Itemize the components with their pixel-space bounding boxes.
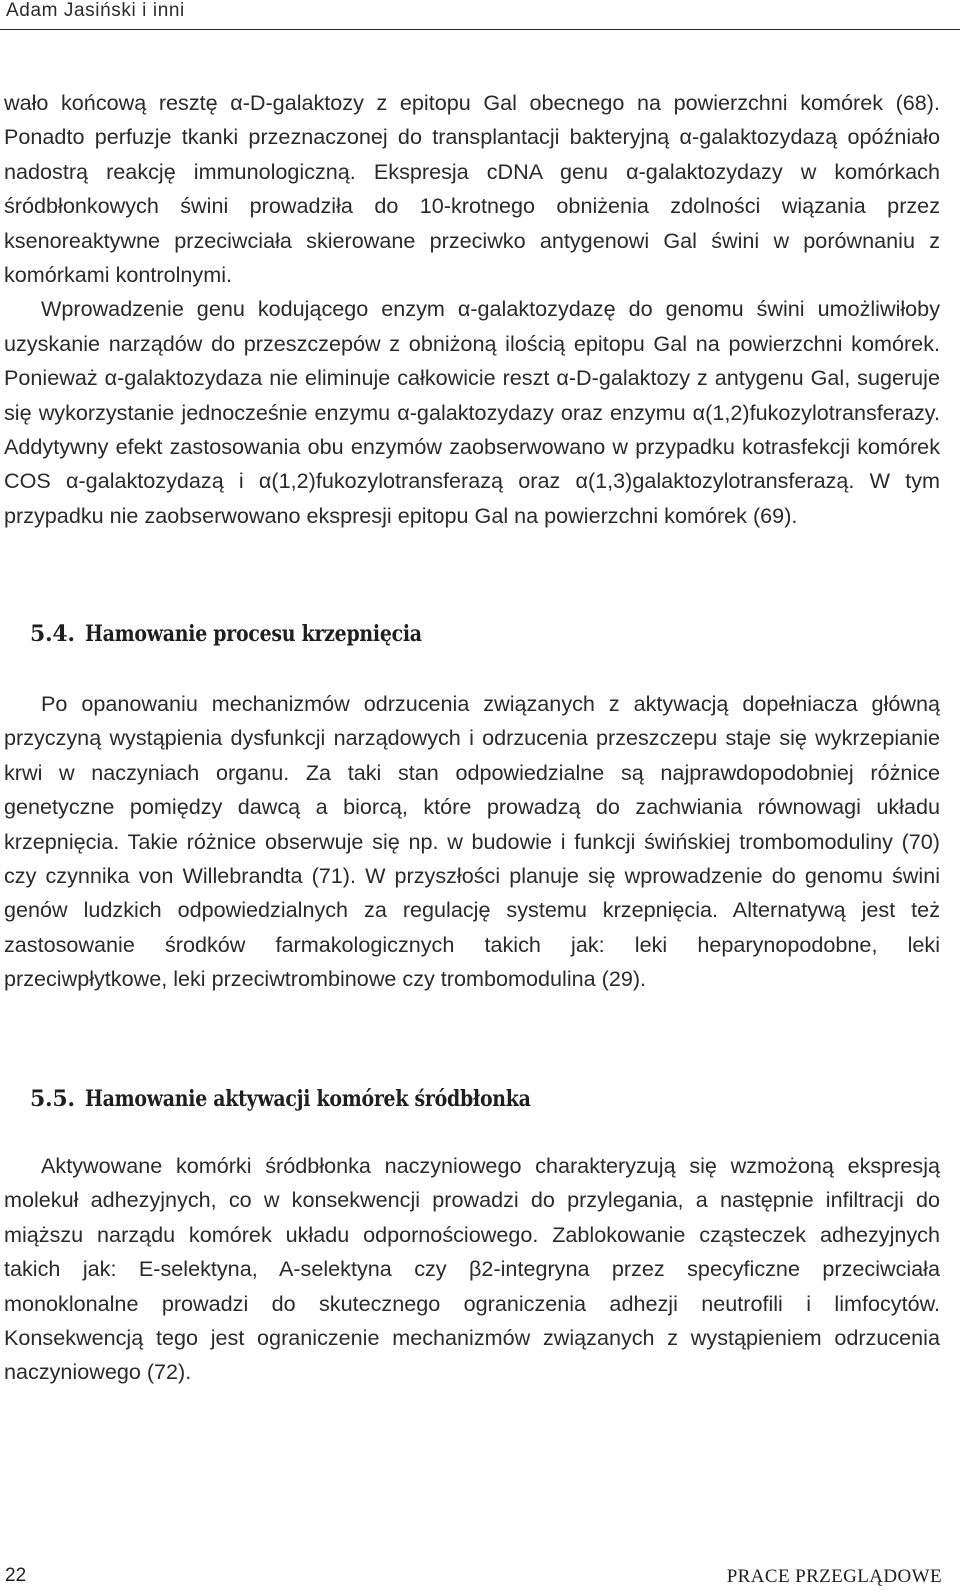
- section-heading-5-5: [30, 1086, 603, 1112]
- running-head-authors: Adam Jasiński i inni: [6, 0, 185, 21]
- section-title: Hamowanie procesu krzepnięcia: [84, 621, 422, 647]
- section-number: 5.4.: [30, 621, 75, 647]
- header-rule: [0, 29, 960, 30]
- paragraph: Wprowadzenie genu kodującego enzym α-galaktozydazę do genomu świni umożliwiłoby uzyskanie narządów do przeszczepów z obniżoną ilością epitopu Gal na powierzchni komórek. Ponieważ α-galaktozydaza nie eliminuje całkowicie reszt α-D-galaktozy z antygenu Gal, sugeruje się wykorzystanie jednocześnie enzymu α-galaktozydazy oraz enzymu α(1,2)fukozylotransferazy. Addytywny efekt zastosowania obu enzymów zaobserwowano w przypadku kotrasfekcji komórek COS α-galaktozydazą i α(1,2)fukozylotransferazą oraz α(1,3)galaktozylotransferazą. W tym przypadku nie zaobserwowano ekspresji epitopu Gal na powierzchni komórek (69).: [4, 296, 940, 528]
- section-heading-5-4: [30, 621, 476, 647]
- section-title: Hamowanie aktywacji komórek śródbłonka: [84, 1086, 531, 1112]
- section-number: 5.5.: [30, 1086, 75, 1112]
- paragraph: Aktywowane komórki śródbłonka naczyniowego charakteryzują się wzmożoną ekspresją molekuł adhezyjnych, co w konsekwencji prowadzi do przylegania, a następnie infiltracji do miąższu narządu komórek układu odpornościowego. Zablokowanie cząsteczek adhezyjnych takich jak: E-selektyna, A-selektyna czy β2-integryna przez specyficzne przeciwciała monoklonalne prowadzi do skutecznego ograniczenia adhezji neutrofili i limfocytów. Konsekwencją tego jest ograniczenie mechanizmów związanych z wystąpieniem odrzucenia naczyniowego (72).: [4, 1153, 940, 1385]
- section-continuation: [4, 86, 940, 533]
- page-number: 22: [5, 1565, 27, 1586]
- journal-section-label: PRACE PRZEGLĄDOWE: [726, 1566, 942, 1587]
- paragraph: wało końcową resztę α-D-galaktozy z epitopu Gal obecnego na powierzchni komórek (68). Ponadto perfuzje tkanki przeznaczonej do transplantacji bakteryjną α-galaktozydazą opóźniało nadostrą reakcję immunologiczną. Ekspresja cDNA genu α-galaktozydazy w komórkach śródbłonkowych świni prowadziła do 10-krotnego obniżenia zdolności wiązania przez ksenoreaktywne przeciwciała skierowane przeciwko antygenowi Gal świni w porównaniu z komórkami kontrolnymi.: [4, 90, 940, 288]
- section-5-4-body: [4, 687, 940, 997]
- paragraph: Po opanowaniu mechanizmów odrzucenia związanych z aktywacją dopełniacza główną przyczyną wystąpienia dysfunkcji narządowych i odrzucenia przeszczepu staje się wykrzepianie krwi w naczyniach organu. Za taki stan odpowiedzialne są najprawdopodobniej różnice genetyczne pomiędzy dawcą a biorcą, które prowadzą do zachwiania równowagi układu krzepnięcia. Takie różnice obserwuje się np. w budowie i funkcji świńskiej trombomoduliny (70) czy czynnika von Willebrandta (71). W przyszłości planuje się wprowadzenie do genomu świni genów ludzkich odpowiedzialnych za regulację systemu krzepnięcia. Alternatywą jest też zastosowanie środków farmakologicznych takich jak: leki heparynopodobne, leki przeciwpłytkowe, leki przeciwtrombinowe czy trombomodulina (29).: [4, 691, 940, 992]
- section-5-5-body: [4, 1149, 940, 1390]
